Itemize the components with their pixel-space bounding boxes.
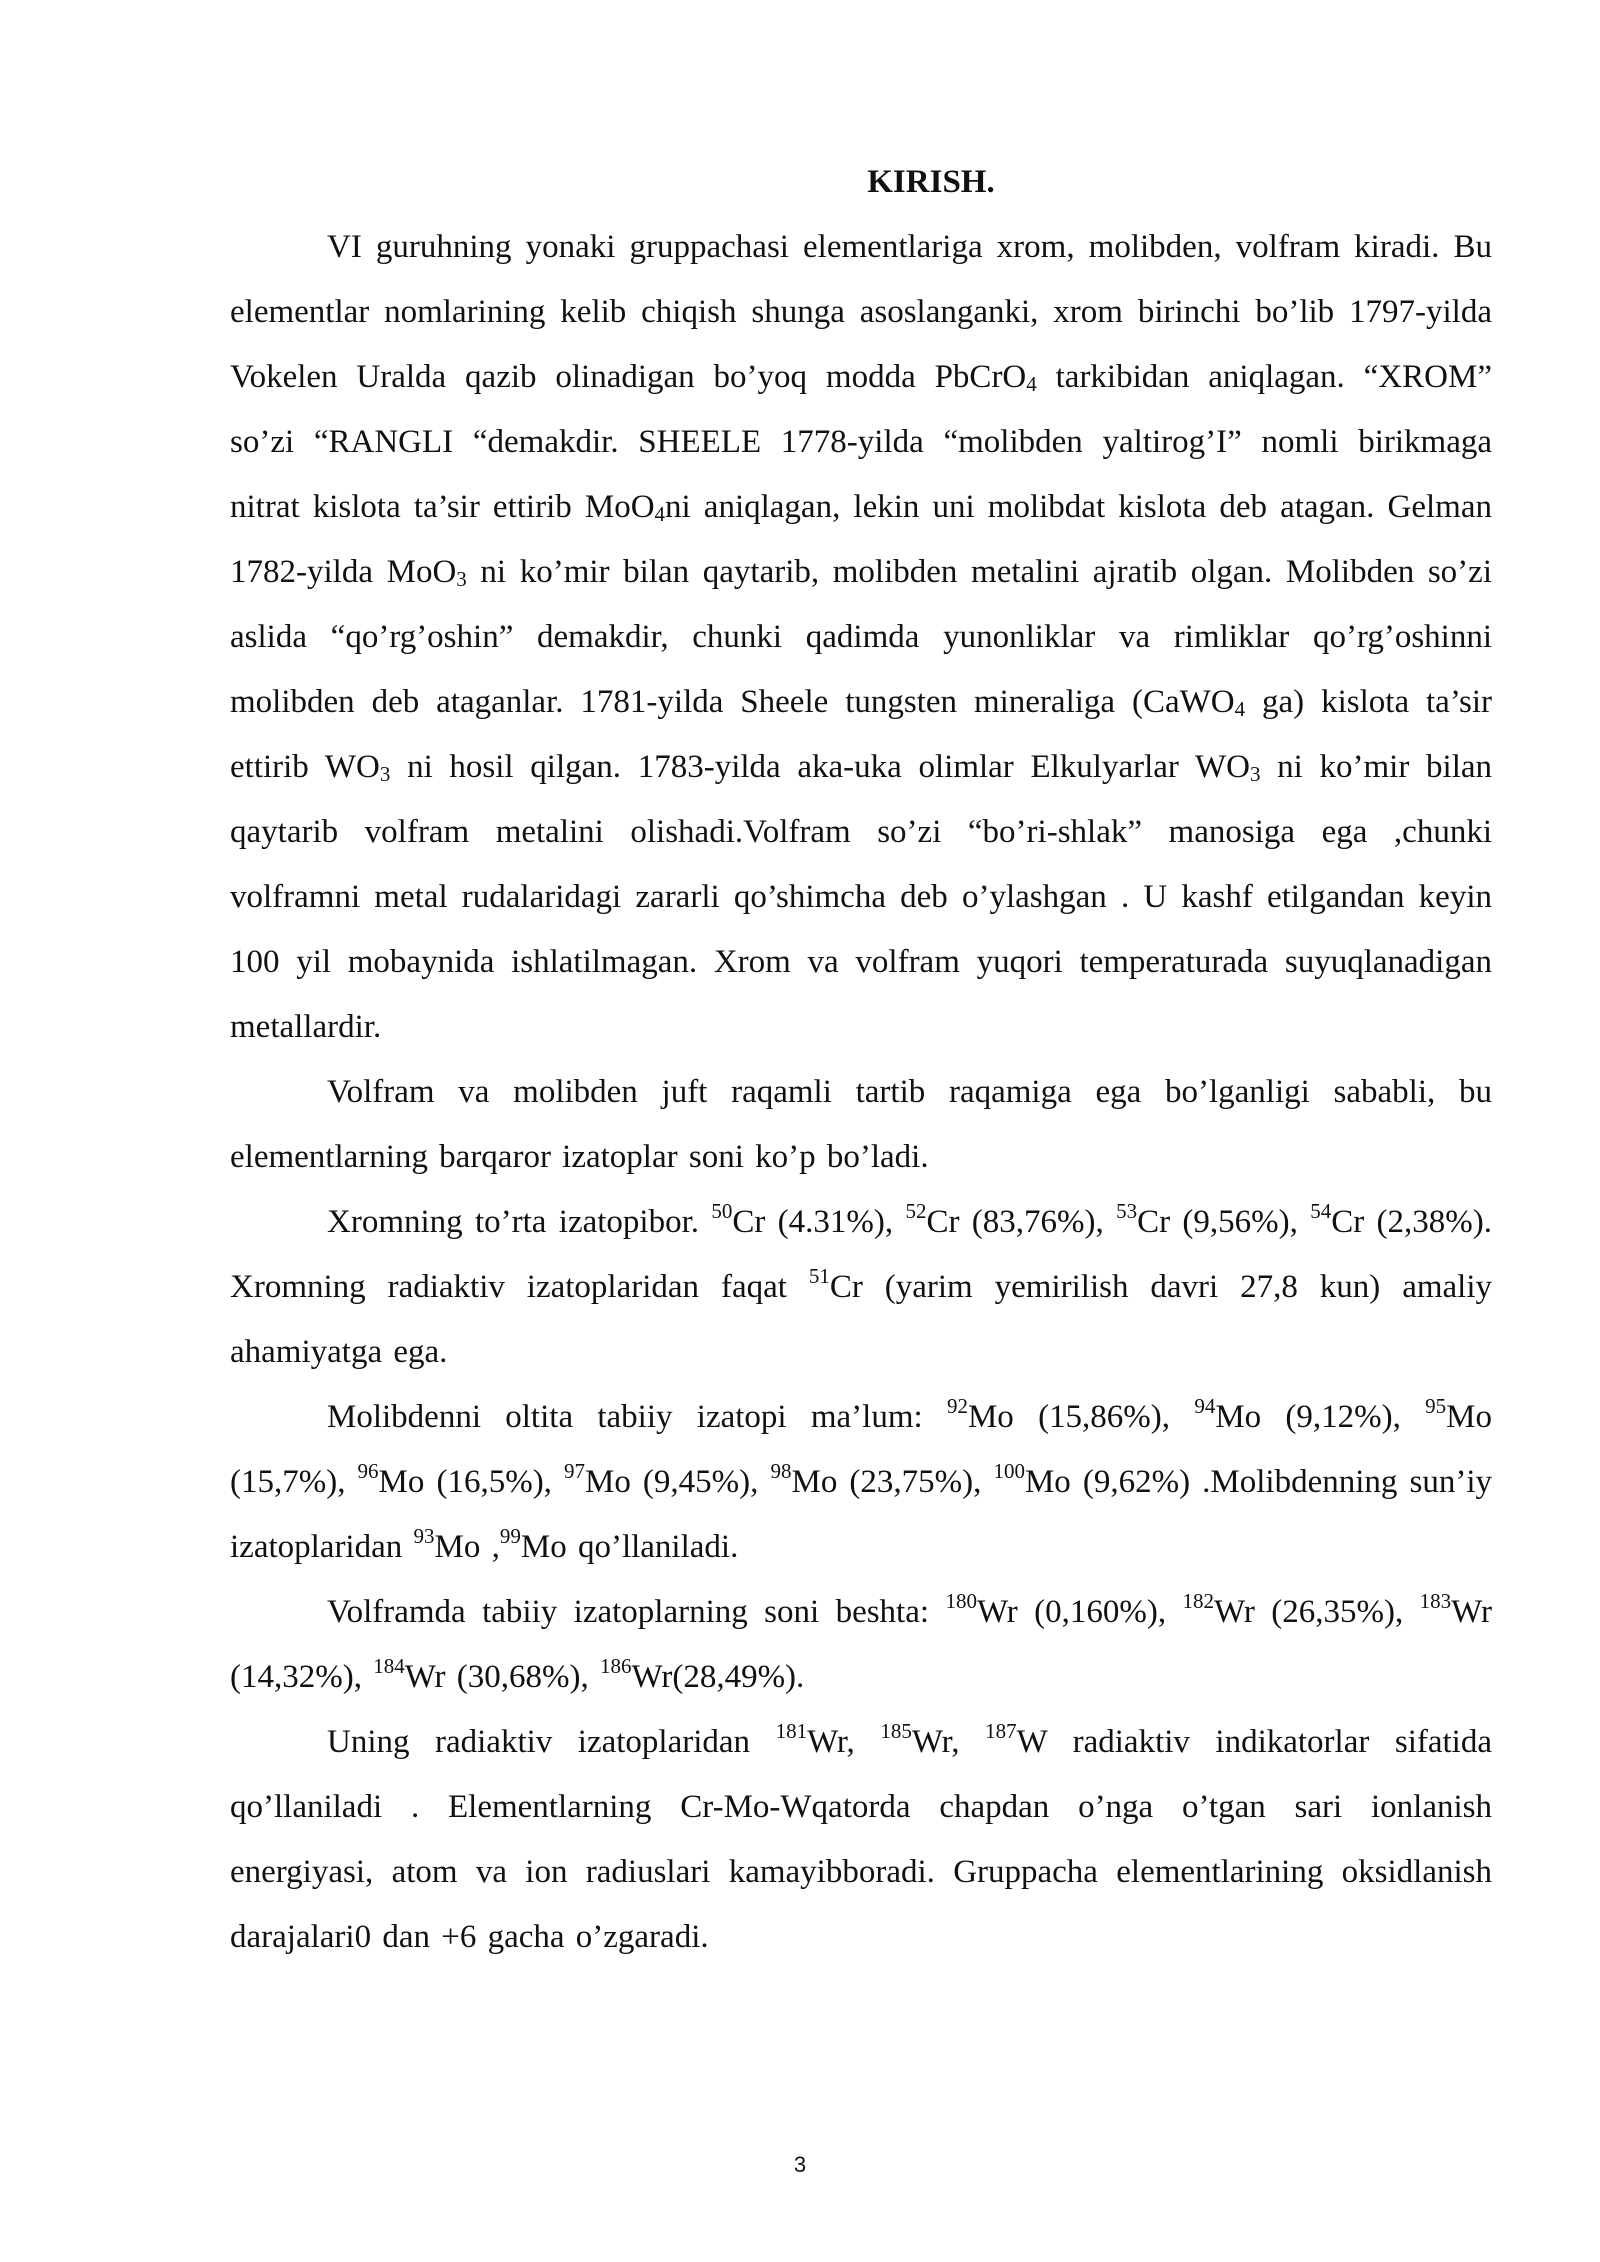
superscript: 92	[946, 1394, 968, 1418]
subscript: 3	[379, 762, 391, 786]
superscript: 180	[945, 1589, 977, 1613]
text-run: tarkibidan aniqlagan. “XROM” so’zi “RANGLI “demakdir. SHEELE 1778-yilda “molibden yaltirog’I” nomli birikmaga nitrat kislota ta’sir ettirib MoO	[230, 359, 1492, 525]
text-run: Wr (14,32%),	[230, 1594, 1492, 1695]
superscript: 182	[1182, 1589, 1215, 1613]
superscript: 96	[357, 1459, 379, 1483]
superscript: 97	[564, 1459, 586, 1483]
page-number: 3	[793, 2152, 807, 2177]
superscript: 51	[808, 1264, 830, 1288]
superscript: 50	[711, 1199, 733, 1223]
text-run: Wr,	[807, 1724, 881, 1760]
superscript: 54	[1310, 1199, 1332, 1223]
superscript: 53	[1116, 1199, 1138, 1223]
body-text	[230, 215, 1492, 1970]
superscript: 187	[985, 1719, 1017, 1743]
superscript: 186	[600, 1654, 632, 1678]
text-run: Cr (yarim yemirilish davri 27,8 kun) amaliy ahamiyatga ega.	[230, 1269, 1492, 1370]
superscript: 185	[880, 1719, 912, 1743]
text-run: Mo (23,75%),	[791, 1464, 994, 1500]
text-run: W radiaktiv indikatorlar sifatida qo’llaniladi . Elementlarning Cr-Mo-Wqatorda chapdan o’nga o’tgan sari ionlanish energiyasi, atom va ion radiuslari kamayibboradi. Gruppacha elementlarining oksidlanish darajalari0 dan +6 gacha o’zgaradi.	[230, 1724, 1492, 1955]
page-title: KIRISH.	[867, 164, 995, 200]
text-run: Mo (9,62%) .Molibdenning sun’iy izatoplaridan	[230, 1464, 1492, 1565]
text-run: Wr,	[911, 1724, 986, 1760]
text-run: Cr (9,56%),	[1137, 1204, 1311, 1240]
text-run: Wr (30,68%),	[404, 1659, 601, 1695]
text-run: Wr (0,160%),	[976, 1594, 1183, 1630]
superscript: 95	[1425, 1394, 1447, 1418]
text-run: Volfram va molibden juft raqamli tartib raqamiga ega bo’lganligi sababli, bu elementlarning barqaror izatoplar soni ko’p bo’ladi.	[230, 1074, 1492, 1175]
subscript: 3	[456, 567, 467, 591]
text-run: Mo (16,5%),	[378, 1464, 565, 1500]
paragraph	[230, 1580, 1492, 1710]
text-run: Volframda tabiiy izatoplarning soni beshta:	[327, 1594, 946, 1630]
superscript: 93	[413, 1524, 435, 1548]
text-run: Cr (4.31%),	[732, 1204, 906, 1240]
text-run: Xromning to’rta izatopibor.	[327, 1204, 712, 1240]
subscript: 4	[1026, 372, 1037, 396]
page-content	[230, 150, 1492, 1970]
paragraph	[230, 1060, 1492, 1190]
superscript: 184	[373, 1654, 405, 1678]
text-run: Mo (15,7%),	[230, 1399, 1493, 1500]
text-run: VI guruhning yonaki gruppachasi elementlariga xrom, molibden, volfram kiradi. Bu elementlar nomlarining kelib chiqish shunga asoslanganki, xrom birinchi bo’lib 1797-yilda Vokelen Uralda qazib olinadigan bo’yoq modda PbCrO	[230, 229, 1492, 395]
text-run: ni aniqlagan, lekin uni molibdat kislota deb atagan. Gelman 1782-yilda MoO	[230, 489, 1492, 590]
superscript: 181	[775, 1719, 808, 1743]
text-run: ni hosil qilgan. 1783-yilda aka-uka olimlar Elkulyarlar WO	[390, 749, 1250, 785]
paragraph	[230, 1710, 1492, 1970]
text-run: Cr (2,38%). Xromning radiaktiv izatoplaridan faqat	[230, 1204, 1492, 1305]
text-run: Mo (9,45%),	[585, 1464, 771, 1500]
subscript: 4	[654, 502, 666, 526]
text-run: Uning radiaktiv izatoplaridan	[327, 1724, 776, 1760]
paragraph	[230, 1385, 1492, 1580]
subscript: 3	[1249, 762, 1261, 786]
text-run: ni ko’mir bilan qaytarib, molibden metalini ajratib olgan. Molibden so’zi aslida “qo’rg’oshin” demakdir, chunki qadimda yunonliklar va rimliklar qo’rg’oshinni molibden deb ataganlar. 1781-yilda Sheele tungsten mineraliga (CaWO	[230, 554, 1492, 720]
superscript: 94	[1194, 1394, 1216, 1418]
superscript: 183	[1419, 1589, 1452, 1613]
superscript: 99	[499, 1524, 521, 1548]
text-run: Mo ,	[434, 1529, 500, 1565]
superscript: 98	[770, 1459, 792, 1483]
superscript: 52	[905, 1199, 927, 1223]
superscript: 100	[993, 1459, 1025, 1483]
text-run: ni ko’mir bilan qaytarib volfram metalini olishadi.Volfram so’zi “bo’ri-shlak” manosiga ega ,chunki volframni metal rudalaridagi zararli qo’shimcha deb o’ylashgan . U kashf etilgandan keyin 100 yil mobaynida ishlatilmagan. Xrom va volfram yuqori temperaturada suyuqlanadigan metallardir.	[230, 749, 1493, 1045]
paragraph	[230, 215, 1492, 1060]
text-run: Mo qo’llaniladi.	[520, 1529, 739, 1565]
text-run: Cr (83,76%),	[926, 1204, 1117, 1240]
text-run: Mo (9,12%),	[1215, 1399, 1426, 1435]
text-run: Wr(28,49%).	[631, 1659, 805, 1695]
text-run: Mo (15,86%),	[967, 1399, 1195, 1435]
text-run: Molibdenni oltita tabiiy izatopi ma’lum:	[327, 1399, 947, 1435]
subscript: 4	[1234, 697, 1246, 721]
text-run: ga) kislota ta’sir ettirib WO	[230, 684, 1492, 785]
text-run: Wr (26,35%),	[1214, 1594, 1420, 1630]
paragraph	[230, 1190, 1492, 1385]
